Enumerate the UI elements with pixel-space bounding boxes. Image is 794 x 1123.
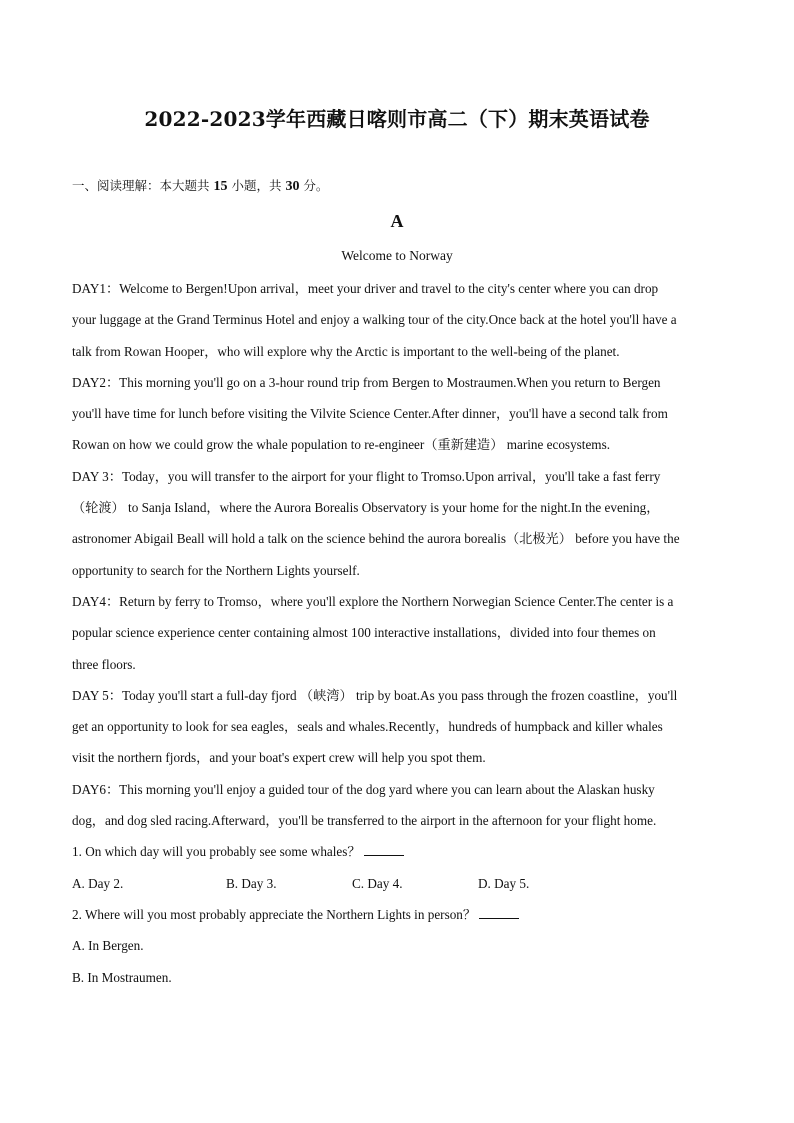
section-heading	[72, 176, 328, 195]
question-1-stem: 1. On which day will you probably see some whales？	[72, 836, 722, 867]
passage-line: talk from Rowan Hooper，who will explore why the Arctic is important to the well-being of the planet.	[72, 343, 620, 359]
option-a[interactable]: A. In Bergen.	[72, 938, 144, 954]
option-a[interactable]: A. Day 2.	[72, 875, 124, 891]
passage-line: visit the northern fjords，and your boat's expert crew will help you spot them.	[72, 750, 486, 766]
passage-title: Welcome to Norway	[341, 248, 453, 263]
passage-line: dog，and dog sled racing.Afterward，you'll be transferred to the airport in the afternoon for your flight home.	[72, 813, 657, 829]
passage-line: your luggage at the Grand Terminus Hotel and enjoy a walking tour of the city.Once back at the hotel you'll have a	[72, 312, 677, 328]
passage-line: Rowan on how we could grow the whale population to re-engineer（重新建造） marine ecosystems.	[72, 437, 610, 453]
passage-line: three floors.	[72, 656, 136, 672]
passage-line: DAY 5：Today you'll start a full-day fjord （峡湾） trip by boat.As you pass through the frozen coastline，you'll	[72, 687, 678, 703]
passage-letter: A	[390, 211, 404, 231]
passage-line: you'll have time for lunch before visiting the Vilvite Science Center.After dinner，you'll have a second talk from	[72, 406, 668, 422]
section-suffix: 分。	[299, 178, 329, 193]
option-b[interactable]: B. In Mostraumen.	[72, 969, 172, 985]
section-prefix: 一、阅读理解：本大题共	[72, 178, 214, 193]
passage-line: astronomer Abigail Beall will hold a talk on the science behind the aurora borealis（北极光） before you have the	[72, 531, 680, 547]
answer-blank[interactable]	[364, 843, 404, 856]
passage-line: DAY1：Welcome to Bergen!Upon arrival，meet your driver and travel to the city's center where you can drop	[72, 281, 659, 296]
section-mid: 小题，共	[227, 178, 286, 193]
passage-line: opportunity to search for the Northern Lights yourself.	[72, 562, 360, 578]
answer-blank[interactable]	[479, 906, 519, 919]
passage-line: popular science experience center containing almost 100 interactive installations，divided into four themes on	[72, 625, 656, 641]
question-1-options	[72, 868, 722, 899]
total-score: 30	[285, 179, 300, 194]
passage-line: DAY6：This morning you'll enjoy a guided tour of the dog yard where you can learn about the Alaskan husky	[72, 781, 655, 797]
question-count: 15	[213, 179, 228, 194]
passage-body	[72, 273, 722, 993]
passage-line: DAY2：This morning you'll go on a 3-hour round trip from Bergen to Mostraumen.When you return to Bergen	[72, 374, 661, 390]
page-title: 2022-2023学年西藏日喀则市高二（下）期末英语试卷	[144, 107, 650, 131]
passage-line: （轮渡） to Sanja Island，where the Aurora Borealis Observatory is your home for the night.In the evening，	[72, 500, 660, 516]
option-c[interactable]: C. Day 4.	[352, 875, 403, 891]
option-b[interactable]: B. Day 3.	[226, 875, 277, 891]
passage-line: DAY 3：Today，you will transfer to the airport for your flight to Tromso.Upon arrival，you'll take a fast ferry	[72, 468, 661, 484]
passage-line: get an opportunity to look for sea eagles，seals and whales.Recently，hundreds of humpback and killer whales	[72, 719, 663, 735]
option-d[interactable]: D. Day 5.	[478, 875, 530, 891]
passage-line: DAY4：Return by ferry to Tromso，where you'll explore the Northern Norwegian Science Center.The center is a	[72, 593, 674, 609]
question-2-stem: 2. Where will you most probably appreciate the Northern Lights in person？	[72, 899, 722, 930]
